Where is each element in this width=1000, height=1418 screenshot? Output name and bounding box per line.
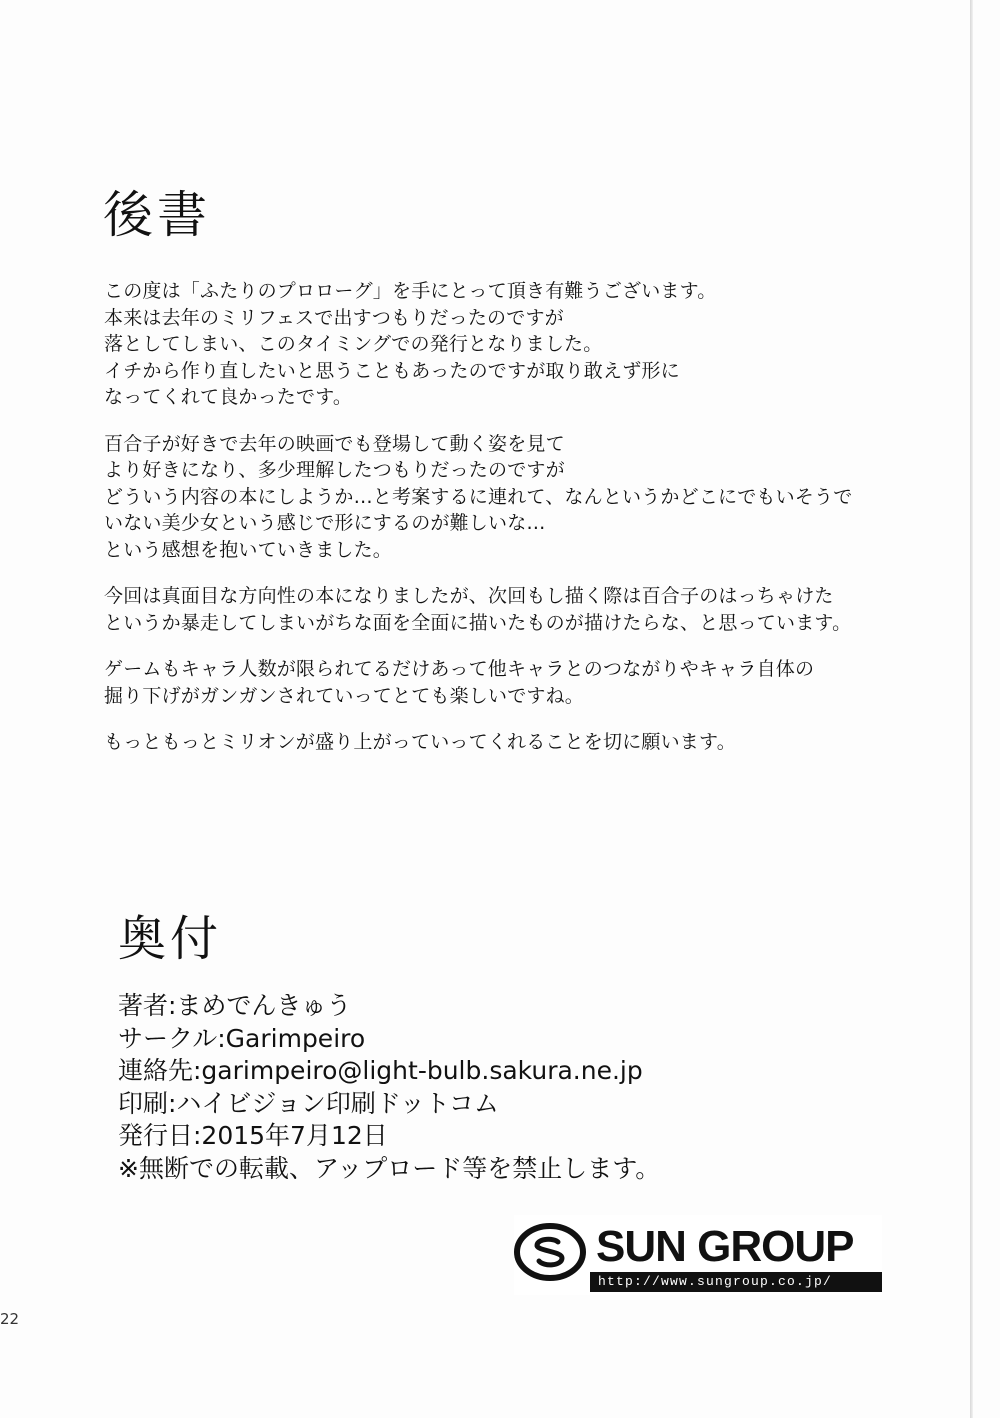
afterword-body bbox=[104, 278, 904, 776]
sun-group-logo bbox=[514, 1215, 882, 1295]
logo-url-bar bbox=[590, 1272, 882, 1292]
afterword-paragraph-5 bbox=[104, 729, 904, 756]
afterword-line: いない美少女という感じで形にするのが難しいな… bbox=[104, 512, 546, 534]
logo-wordmark: SUN GROUP bbox=[596, 1222, 854, 1271]
afterword-line: 百合子が好きで去年の映画でも登場して動く姿を見て bbox=[104, 432, 565, 455]
afterword-line: ゲームもキャラ人数が限られてるだけあって他キャラとのつながりやキャラ自体の bbox=[104, 658, 815, 680]
afterword-line: この度は「ふたりのプロローグ」を手にとって頂き有難うございます。 bbox=[104, 280, 717, 302]
afterword-paragraph-4 bbox=[104, 656, 904, 709]
colophon-notice: ※無断での転載、アップロード等を禁止します。 bbox=[118, 1153, 661, 1183]
afterword-line: 本来は去年のミリフェスで出すつもりだったのですが bbox=[104, 306, 564, 329]
colophon-heading: 奥付 bbox=[118, 911, 223, 967]
colophon-author: 著者:まめでんきゅう bbox=[118, 991, 352, 1020]
afterword-line: 掘り下げがガンガンされていってとても楽しいですね。 bbox=[104, 684, 585, 707]
afterword-line: より好きになり、多少理解したつもりだったのですが bbox=[104, 459, 565, 481]
afterword-paragraph-3 bbox=[104, 583, 904, 636]
colophon-date: 発行日:2015年7月12日 bbox=[118, 1121, 388, 1150]
colophon-circle: サークル:Garimpeiro bbox=[118, 1023, 366, 1053]
afterword-line: というか暴走してしまいがちな面を全面に描いたものが描けたらな、と思っています。 bbox=[104, 611, 852, 634]
afterword-line: 今回は真面目な方向性の本になりましたが、次回もし描く際は百合子のはっちゃけた bbox=[104, 585, 834, 607]
afterword-line: 落としてしまい、このタイミングでの発行となりました。 bbox=[104, 333, 603, 355]
afterword-line: なってくれて良かったです。 bbox=[104, 386, 353, 408]
page-number: 22 bbox=[0, 1310, 20, 1328]
colophon-body bbox=[118, 990, 818, 1185]
colophon-printer: 印刷:ハイビジョン印刷ドットコム bbox=[118, 1088, 499, 1118]
afterword-line: もっともっとミリオンが盛り上がっていってくれることを切に願います。 bbox=[104, 731, 736, 753]
page-edge-line bbox=[970, 0, 973, 1418]
afterword-line: という感想を抱いていきました。 bbox=[104, 538, 393, 561]
afterword-heading: 後書 bbox=[103, 186, 211, 244]
afterword-paragraph-1 bbox=[104, 278, 904, 411]
colophon-contact: 連絡先:garimpeiro@light-bulb.sakura.ne.jp bbox=[118, 1056, 643, 1085]
afterword-paragraph-2 bbox=[104, 431, 904, 564]
logo-url: http://www.sungroup.co.jp/ bbox=[598, 1274, 833, 1289]
sun-group-mark-icon bbox=[514, 1223, 586, 1281]
afterword-line: イチから作り直したいと思うこともあったのですが取り敢えず形に bbox=[104, 359, 680, 382]
afterword-line: どういう内容の本にしようか…と考案するに連れて、なんというかどこにでもいそうで bbox=[104, 485, 853, 508]
